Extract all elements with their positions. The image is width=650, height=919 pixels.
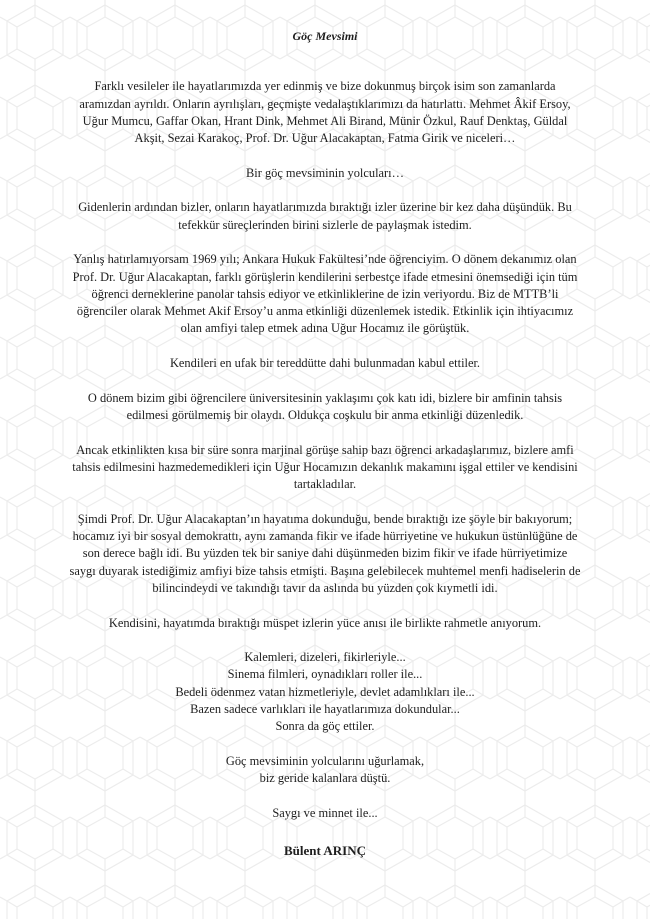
text-line: Göç mevsiminin yolcularını uğurlamak,	[225, 753, 425, 768]
text-line: Kendileri en ufak bir tereddütte dahi bulunmadan kabul ettiler.	[169, 356, 480, 371]
text-line: edilmesi görülmemiş bir olaydı. Oldukça coşkulu bir anma etkinliği düzenledik.	[126, 407, 524, 422]
text-line: Kendisini, hayatımda bıraktığı müspet izlerin yüce anısı ile birlikte rahmetle anıyorum.	[108, 615, 542, 630]
paragraph	[60, 649, 590, 735]
text-line: aramızdan ayrıldı. Onların ayrılışları, geçmişte vedalaştıklarımızı da hatırlattı. Mehmet Âkif Ersoy,	[79, 96, 571, 111]
text-line: olan amfiyi talep etmek adına Uğur Hocamız ile görüştük.	[180, 321, 470, 336]
text-line: Sonra da göç ettiler.	[275, 719, 375, 734]
document-body	[60, 78, 590, 822]
text-line: öğrenci derneklerine panolar tahsis ediyor ve etkinliklerine de izin veriyordu. Biz de MTTB’li	[91, 286, 559, 301]
paragraph	[60, 355, 590, 372]
paragraph	[60, 390, 590, 425]
text-line: son derece bağlı idi. Bu yüzden tek bir saniye dahi düşünmeden bizim fikir ve ifade hürriyetimize	[82, 546, 568, 561]
text-line: Prof. Dr. Uğur Alacakaptan, farklı görüşlerin kendilerini serbestçe ifade etmesini önemsediği için tüm	[72, 269, 578, 284]
signature: Bülent ARINÇ	[284, 843, 366, 859]
paragraph	[60, 251, 590, 337]
text-line: Bazen sadece varlıkları ile hayatlarımıza dokundular...	[190, 701, 460, 716]
paragraph	[60, 78, 590, 147]
text-line: Farklı vesileler ile hayatlarımızda yer edinmiş ve bize dokunmuş birçok isim son zamanlarda	[94, 79, 556, 94]
text-line: Yanlış hatırlamıyorsam 1969 yılı; Ankara Hukuk Fakültesi’nde öğrenciyim. O dönem dekanımız olan	[73, 252, 577, 267]
paragraph	[60, 615, 590, 632]
text-line: bilincindeydi ve takındığı tavır da aslında bu yüzden çok kıymetli idi.	[152, 580, 498, 595]
paragraph	[60, 511, 590, 597]
paragraph	[60, 199, 590, 234]
paragraph	[60, 442, 590, 494]
text-line: O dönem bizim gibi öğrencilere üniversitesinin yaklaşımı çok katı idi, bizlere bir amfinin tahsis	[87, 390, 563, 405]
text-line: Akşit, Sezai Karakoç, Prof. Dr. Uğur Alacakaptan, Fatma Girik ve niceleri…	[134, 131, 516, 146]
text-line: tartakladılar.	[293, 477, 357, 492]
text-line: Bir göç mevsiminin yolcuları…	[246, 165, 404, 180]
text-line: saygı duyarak istediğimiz amfiyi bize tahsis etmişti. Başına gelebilecek muhtemel menfi hadiselerin de	[69, 563, 581, 578]
text-line: öğrenciler olarak Mehmet Akif Ersoy’u anma etkinliği düzenlemek istedik. Etkinlik için ihtiyacımız	[76, 304, 574, 319]
document-title: Göç Mevsimi	[292, 29, 358, 43]
text-line: biz geride kalanlara düştü.	[259, 771, 391, 786]
text-line: hocamız iyi bir sosyal demokrattı, aynı zamanda fikir ve ifade hürriyetine ve hukukun üstünlüğüne de	[72, 529, 578, 544]
paragraph	[60, 805, 590, 822]
text-line: Şimdi Prof. Dr. Uğur Alacakaptan’ın hayatıma dokunduğu, bende bıraktığı ize şöyle bir bakıyorum;	[77, 511, 573, 526]
text-line: Ancak etkinlikten kısa bir süre sonra marjinal görüşe sahip bazı öğrenci arkadaşlarımız, bizlere amfi	[76, 442, 574, 457]
paragraph	[60, 753, 590, 788]
text-line: Saygı ve minnet ile...	[272, 805, 378, 820]
text-line: Kalemleri, dizeleri, fikirleriyle...	[244, 650, 406, 665]
text-line: Gidenlerin ardından bizler, onların hayatlarımızda bıraktığı izler üzerine bir kez daha düşündük. Bu	[78, 200, 572, 215]
text-line: Sinema filmleri, oynadıkları roller ile...	[227, 667, 423, 682]
text-line: tahsis edilmesini hazmedemedikleri için Uğur Hocamızın dekanlık makamını işgal ettiler ve kendisini	[72, 459, 578, 474]
text-line: tefekkür süreçlerinden birini sizlerle de paylaşmak istedim.	[178, 217, 472, 232]
text-line: Bedeli ödenmez vatan hizmetleriyle, devlet adamlıkları ile...	[175, 684, 475, 699]
paragraph	[60, 165, 590, 182]
text-line: Uğur Mumcu, Gaffar Okan, Hrant Dink, Mehmet Ali Birand, Münir Özkul, Rauf Denktaş, Güldal	[82, 113, 568, 128]
